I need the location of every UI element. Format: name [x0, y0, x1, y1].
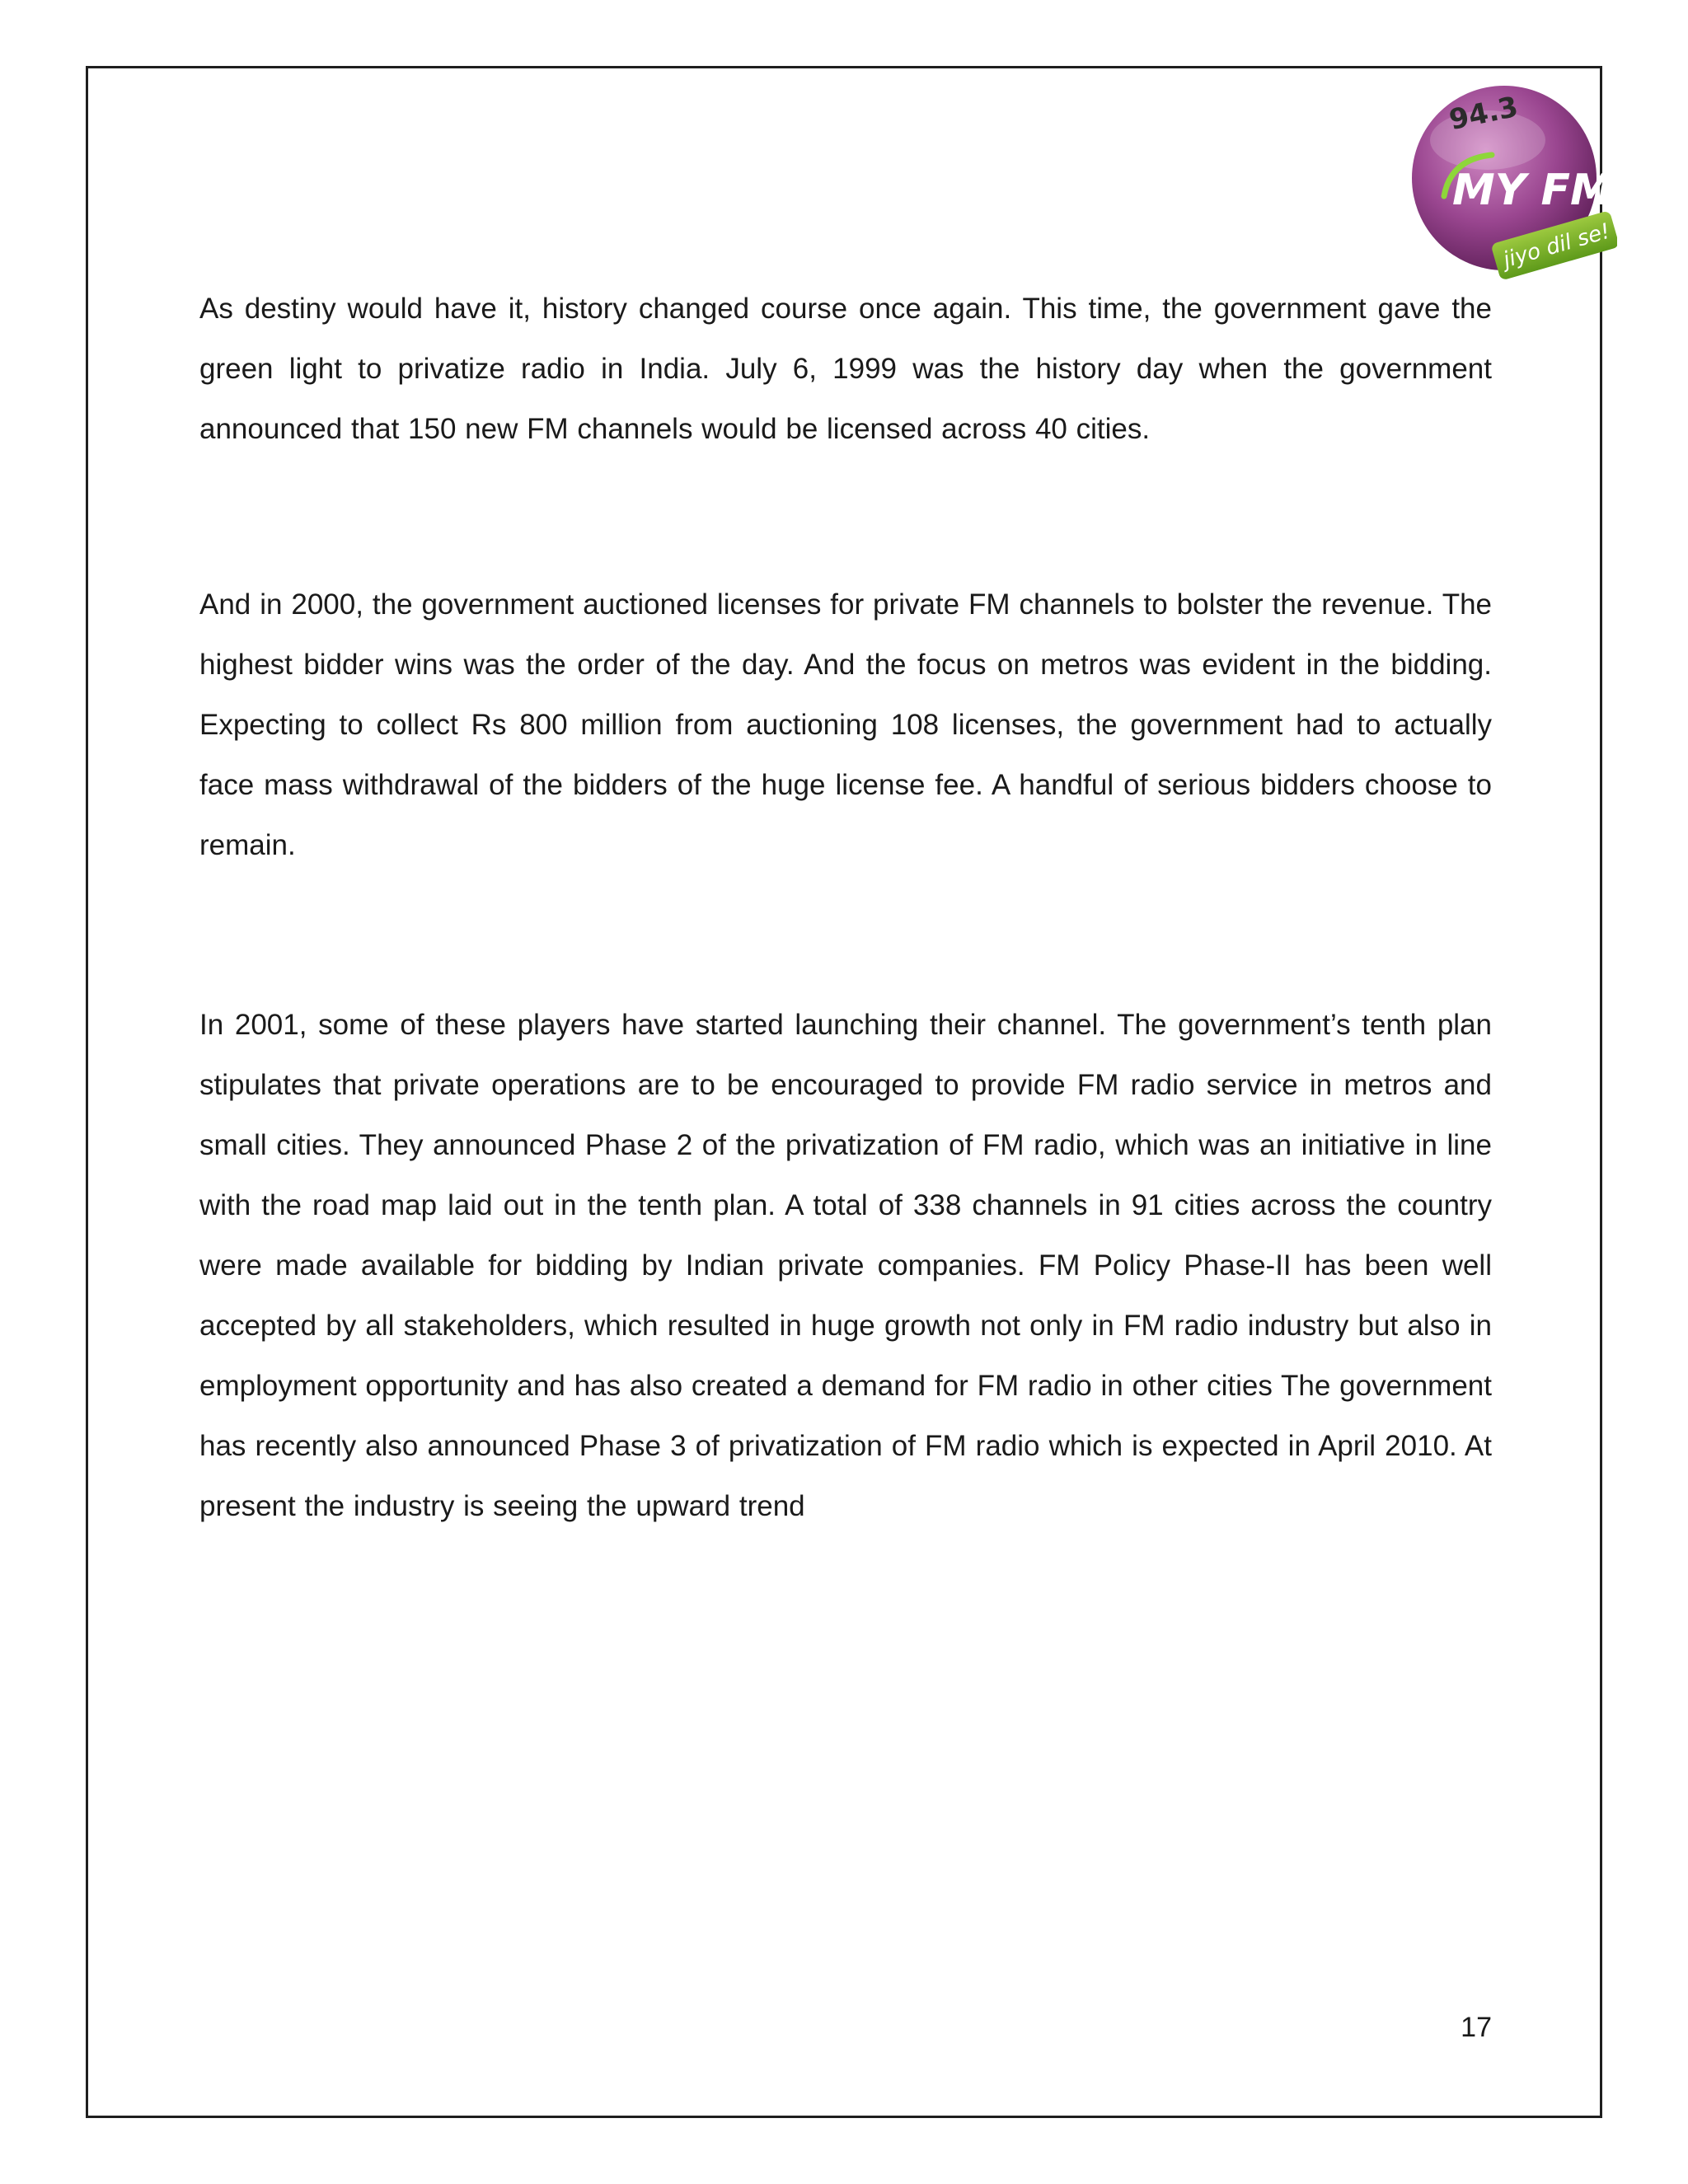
my-fm-logo — [1401, 73, 1617, 288]
page-number: 17 — [1461, 2012, 1492, 2043]
paragraph-phase-2-2001: In 2001, some of these players have started launching their channel. The government’s tenth plan stipulates that private operations are to be encouraged to provide FM radio service in metros and small cities. They announced Phase 2 of the privatization of FM radio, which was an initiative in line with the road map laid out in the tenth plan. A total of 338 channels in 91 cities across the country were made available for bidding by Indian private companies. FM Policy Phase-II has been well accepted by all stakeholders, which resulted in huge growth not only in FM radio industry but also in employment opportunity and has also created a demand for FM radio in other cities The government has recently also announced Phase 3 of privatization of FM radio which is expected in April 2010. At present the industry is seeing the upward trend — [199, 1009, 1492, 1522]
logo-brand: MY FM — [1452, 166, 1613, 215]
paragraph-privatization-1999: As destiny would have it, history changed course once again. This time, the government gave the green light to privatize radio in India. July 6, 1999 was the history day when the government announced that 150 new FM channels would be licensed across 40 cities. — [199, 293, 1492, 445]
logo-frequency: 94.3 — [1446, 90, 1522, 138]
paragraph-auction-2000: And in 2000, the government auctioned licenses for private FM channels to bolster the revenue. The highest bidder wins was the order of the day. And the focus on metros was evident in the bidding. Expecting to collect Rs 800 million from auctioning 108 licenses, the government had to actually face mass withdrawal of the bidders of the huge license fee. A handful of serious bidders choose to remain. — [199, 588, 1492, 861]
logo-tagline: jiyo dil se! — [1500, 218, 1613, 274]
